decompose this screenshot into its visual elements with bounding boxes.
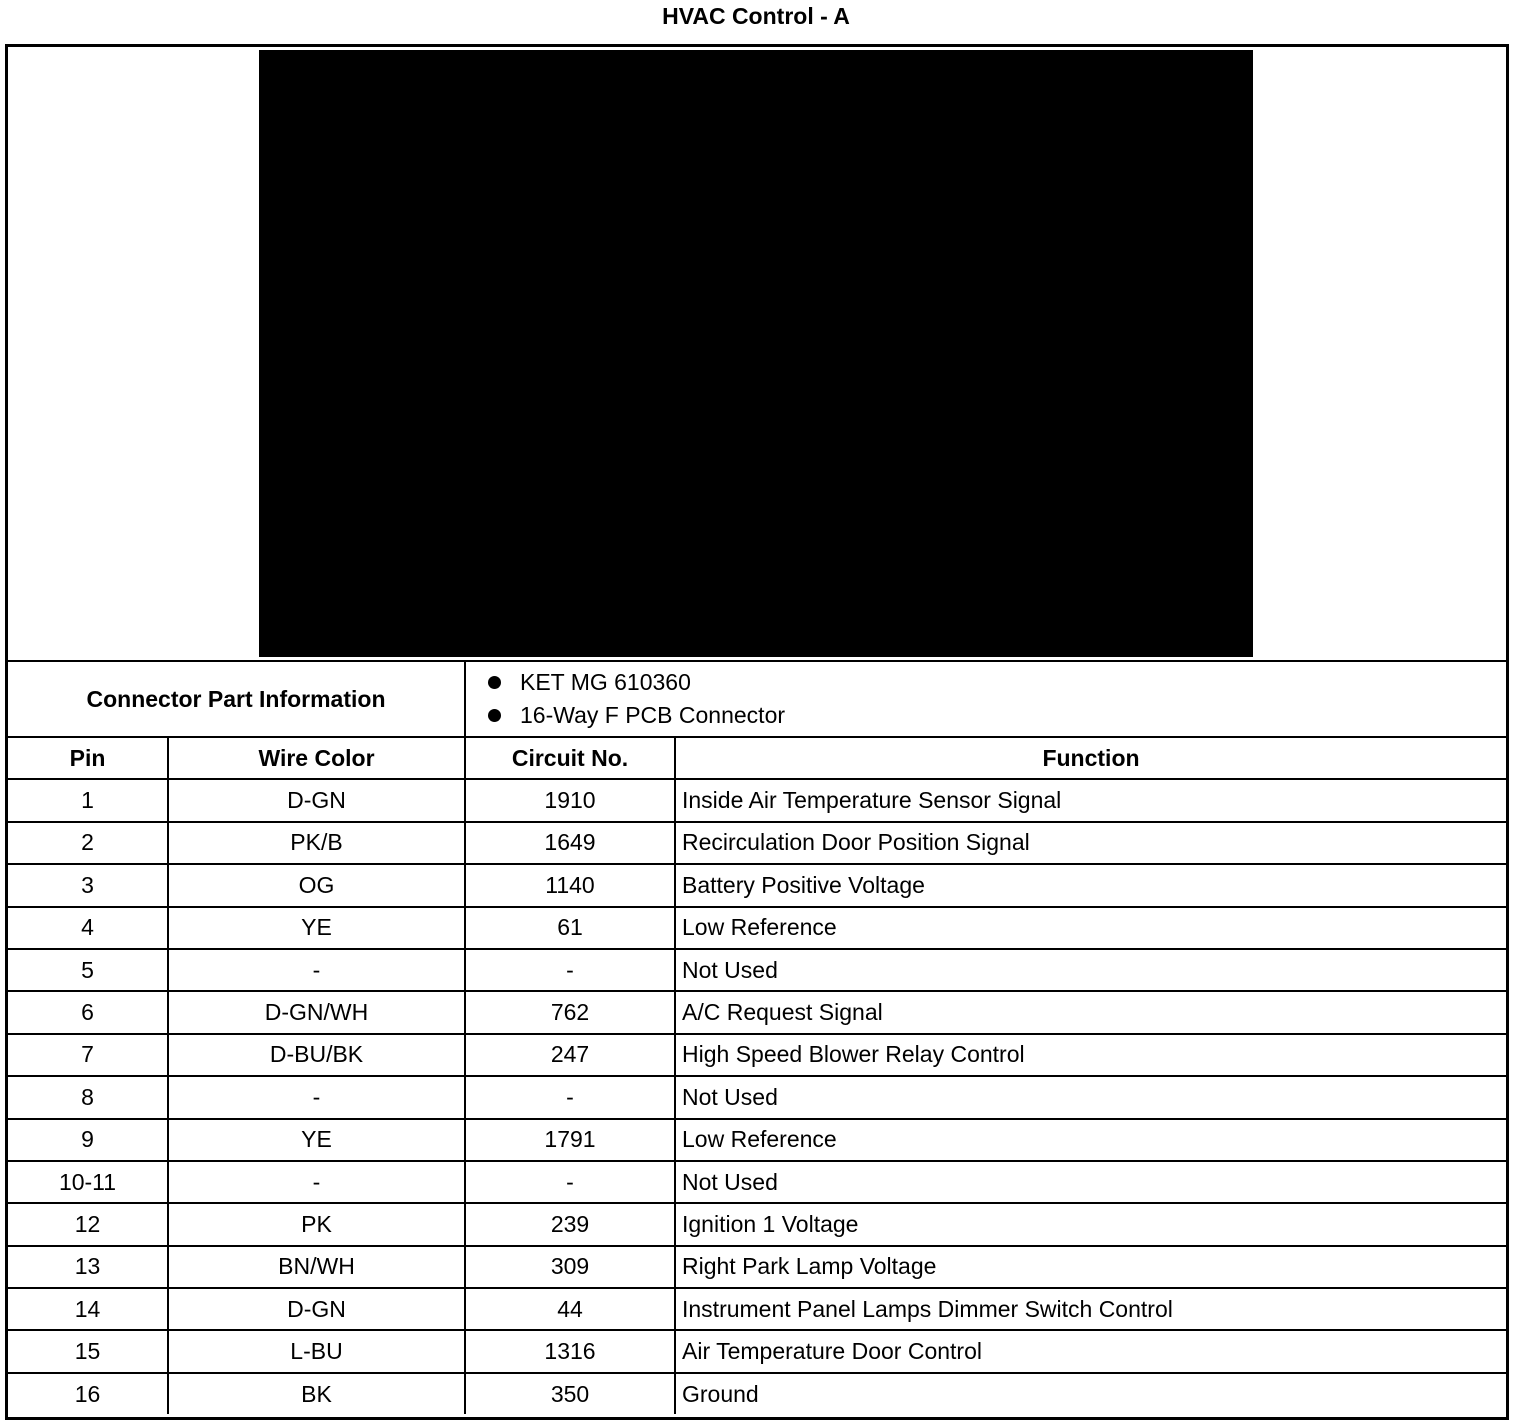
table-row — [8, 1288, 1506, 1330]
pinout-table — [8, 738, 1506, 1414]
bullet-icon — [488, 709, 501, 722]
pin-cell: 6 — [8, 991, 168, 1033]
part-info-item-text: KET MG 610360 — [520, 669, 691, 695]
wire-color-cell: PK/B — [168, 822, 465, 864]
pin-cell: 8 — [8, 1076, 168, 1118]
connector-end-view-frame — [5, 44, 1509, 1420]
function-cell: Inside Air Temperature Sensor Signal — [675, 779, 1506, 821]
table-row — [8, 1076, 1506, 1118]
circuit-no-cell: 762 — [465, 991, 675, 1033]
connector-illustration — [259, 50, 1253, 657]
function-cell: Ground — [682, 1380, 759, 1407]
page-title: HVAC Control - A — [662, 3, 850, 29]
table-row — [8, 864, 1506, 906]
header-circuit-no: Circuit No. — [465, 738, 675, 779]
circuit-no-cell: 1649 — [465, 822, 675, 864]
circuit-no-cell: - — [465, 949, 675, 991]
pin-cell: 12 — [8, 1203, 168, 1245]
circuit-no-cell: - — [465, 1161, 675, 1203]
circuit-no-cell: 350 — [465, 1373, 675, 1414]
wire-color-cell: D-GN — [168, 1288, 465, 1330]
wire-color-cell: - — [168, 949, 465, 991]
wire-color-cell: YE — [168, 1119, 465, 1161]
circuit-no-cell: 1910 — [465, 779, 675, 821]
table-row — [8, 991, 1506, 1033]
table-row — [8, 1119, 1506, 1161]
wire-color-cell: D-GN/WH — [168, 991, 465, 1033]
function-cell: Recirculation Door Position Signal — [675, 822, 1506, 864]
pin-cell: 9 — [8, 1119, 168, 1161]
part-info-item — [466, 699, 1506, 732]
circuit-no-cell: 239 — [465, 1203, 675, 1245]
header-pin: Pin — [8, 738, 168, 779]
function-cell: Ignition 1 Voltage — [675, 1203, 1506, 1245]
circuit-no-cell: 247 — [465, 1034, 675, 1076]
table-row — [8, 1161, 1506, 1203]
pin-cell: 3 — [8, 864, 168, 906]
connector-part-information-list — [466, 662, 1506, 736]
table-row — [8, 1330, 1506, 1372]
header-function: Function — [675, 738, 1506, 779]
table-row — [8, 822, 1506, 864]
pinout-table-body — [8, 779, 1506, 1414]
table-row — [8, 1203, 1506, 1245]
circuit-no-cell: 44 — [465, 1288, 675, 1330]
wire-color-cell: BK — [168, 1373, 465, 1414]
pin-cell: 5 — [8, 949, 168, 991]
header-wire-color: Wire Color — [168, 738, 465, 779]
wire-color-cell: L-BU — [168, 1330, 465, 1372]
wire-color-cell: - — [168, 1076, 465, 1118]
pin-cell: 4 — [8, 907, 168, 949]
function-cell: Not Used — [675, 1161, 1506, 1203]
circuit-no-cell: 61 — [465, 907, 675, 949]
pin-cell: 1 — [8, 779, 168, 821]
pin-cell: 7 — [8, 1034, 168, 1076]
circuit-no-cell: 309 — [465, 1246, 675, 1288]
table-row — [8, 907, 1506, 949]
circuit-no-cell: 1791 — [465, 1119, 675, 1161]
wire-color-cell: OG — [168, 864, 465, 906]
function-cell: Not Used — [675, 1076, 1506, 1118]
connector-image-area — [8, 47, 1506, 662]
pin-cell: 10-11 — [8, 1161, 168, 1203]
function-cell: Not Used — [675, 949, 1506, 991]
table-row — [8, 949, 1506, 991]
function-cell: Instrument Panel Lamps Dimmer Switch Control — [675, 1288, 1506, 1330]
wire-color-cell: BN/WH — [168, 1246, 465, 1288]
wire-color-cell: YE — [168, 907, 465, 949]
function-cell: Low Reference — [675, 907, 1506, 949]
part-info-item — [466, 666, 1506, 699]
wire-color-cell: PK — [168, 1203, 465, 1245]
connector-part-information-label: Connector Part Information — [8, 662, 466, 736]
table-row — [8, 779, 1506, 821]
bullet-icon — [488, 676, 501, 689]
part-info-item-text: 16-Way F PCB Connector — [520, 702, 786, 728]
circuit-no-cell: 1316 — [465, 1330, 675, 1372]
function-cell: Battery Positive Voltage — [675, 864, 1506, 906]
table-row — [8, 1034, 1506, 1076]
circuit-no-cell: - — [465, 1076, 675, 1118]
function-cell: Air Temperature Door Control — [675, 1330, 1506, 1372]
pin-cell: 14 — [8, 1288, 168, 1330]
pin-cell: 16 — [8, 1373, 168, 1414]
function-cell: High Speed Blower Relay Control — [675, 1034, 1506, 1076]
table-row — [8, 1246, 1506, 1288]
pin-cell: 2 — [8, 822, 168, 864]
wire-color-cell: D-BU/BK — [168, 1034, 465, 1076]
wire-color-cell: D-GN — [168, 779, 465, 821]
table-row — [8, 1373, 1506, 1414]
circuit-no-cell: 1140 — [465, 864, 675, 906]
function-cell: A/C Request Signal — [675, 991, 1506, 1033]
function-cell: Right Park Lamp Voltage — [675, 1246, 1506, 1288]
function-cell: Low Reference — [675, 1119, 1506, 1161]
table-header-row — [8, 738, 1506, 779]
pin-cell: 15 — [8, 1330, 168, 1372]
wire-color-cell: - — [168, 1161, 465, 1203]
pin-cell: 13 — [8, 1246, 168, 1288]
connector-part-information — [8, 662, 1506, 738]
